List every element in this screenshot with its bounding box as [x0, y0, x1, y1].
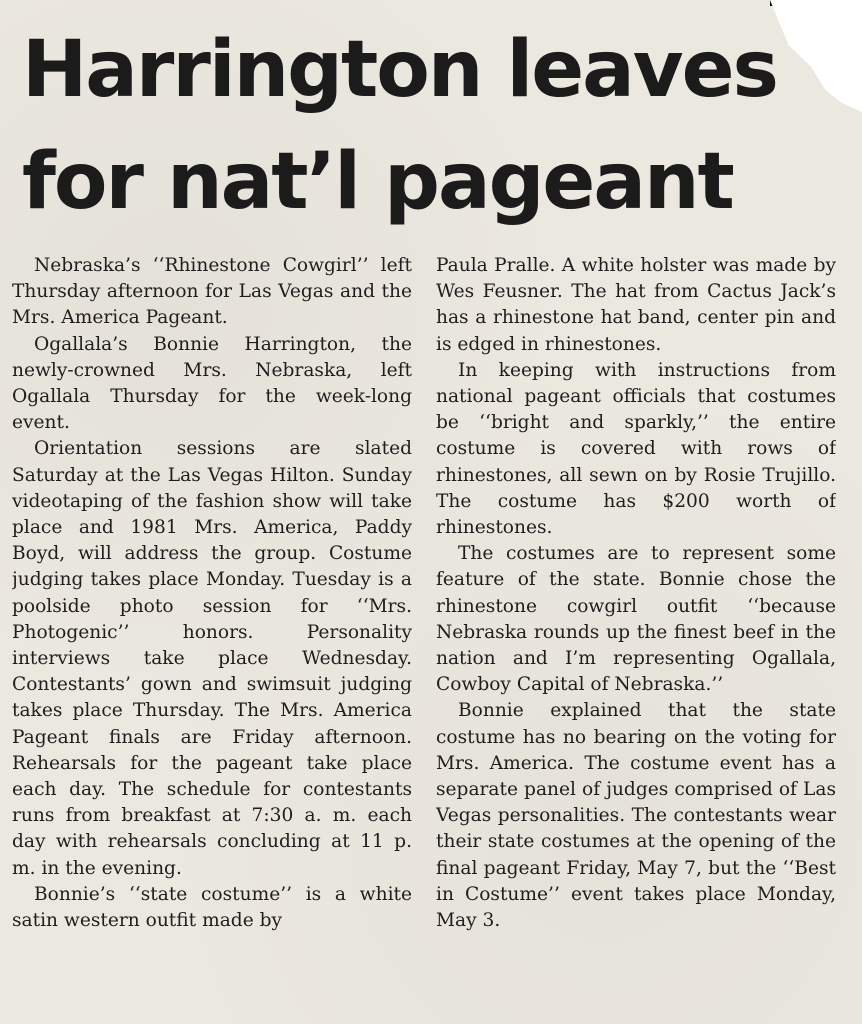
headline-line-1: Harrington leaves: [22, 25, 777, 115]
paragraph: Bonnie’s ‘‘state costume’’ is a white satin western outfit made by: [12, 883, 412, 932]
paragraph: Orientation sessions are slated Saturday at the Las Vegas Hilton. Sunday videotaping of the fashion show will take place and 1981 Mrs. America, Paddy Boyd, will address the group. Costume judging takes place Monday. Tuesday is a poolside photo session for ‘‘Mrs. Photogenic’’ honors. Personality interviews take place Wednesday. Contestants’ gown and swimsuit judging takes place Thursday. The Mrs. America Pageant finals are Friday afternoon. Rehearsals for the pageant take place each day. The schedule for contestants runs from breakfast at 7:30 a. m. each day with rehearsals concluding at 11 p. m. in the evening.: [12, 438, 412, 879]
left-column: [12, 253, 412, 1024]
paragraph: Ogallala’s Bonnie Harrington, the newly-crowned Mrs. Nebraska, left Ogallala Thursday for the week-long event.: [12, 333, 412, 434]
paragraph: Paula Pralle. A white holster was made by Wes Feusner. The hat from Cactus Jack’s has a rhinestone hat band, center pin and is edged in rhinestones.: [436, 255, 836, 355]
headline: [22, 14, 822, 238]
headline-line-2: for nat’l pageant: [22, 137, 733, 227]
paragraph: Nebraska’s ‘‘Rhinestone Cowgirl’’ left Thursday afternoon for Las Vegas and the Mrs. America Pageant.: [12, 255, 412, 329]
article-body: [12, 253, 848, 1024]
paragraph: The costumes are to represent some feature of the state. Bonnie chose the rhinestone cowgirl outfit ‘‘because Nebraska rounds up the finest beef in the nation and I’m representing Ogallala, Cowboy Capital of Nebraska.’’: [436, 543, 836, 696]
right-column: [436, 253, 836, 1024]
paragraph: In keeping with instructions from national pageant officials that costumes be ‘‘bright and sparkly,’’ the entire costume is covered with rows of rhinestones, all sewn on by Rosie Trujillo. The costume has $200 worth of rhinestones.: [436, 359, 836, 539]
paragraph: Bonnie explained that the state costume has no bearing on the voting for Mrs. America. The costume event has a separate panel of judges comprised of Las Vegas personalities. The contestants wear their state costumes at the opening of the final pageant Friday, May 7, but the ‘‘Best in Costume’’ event takes place Monday, May 3.: [436, 700, 836, 932]
